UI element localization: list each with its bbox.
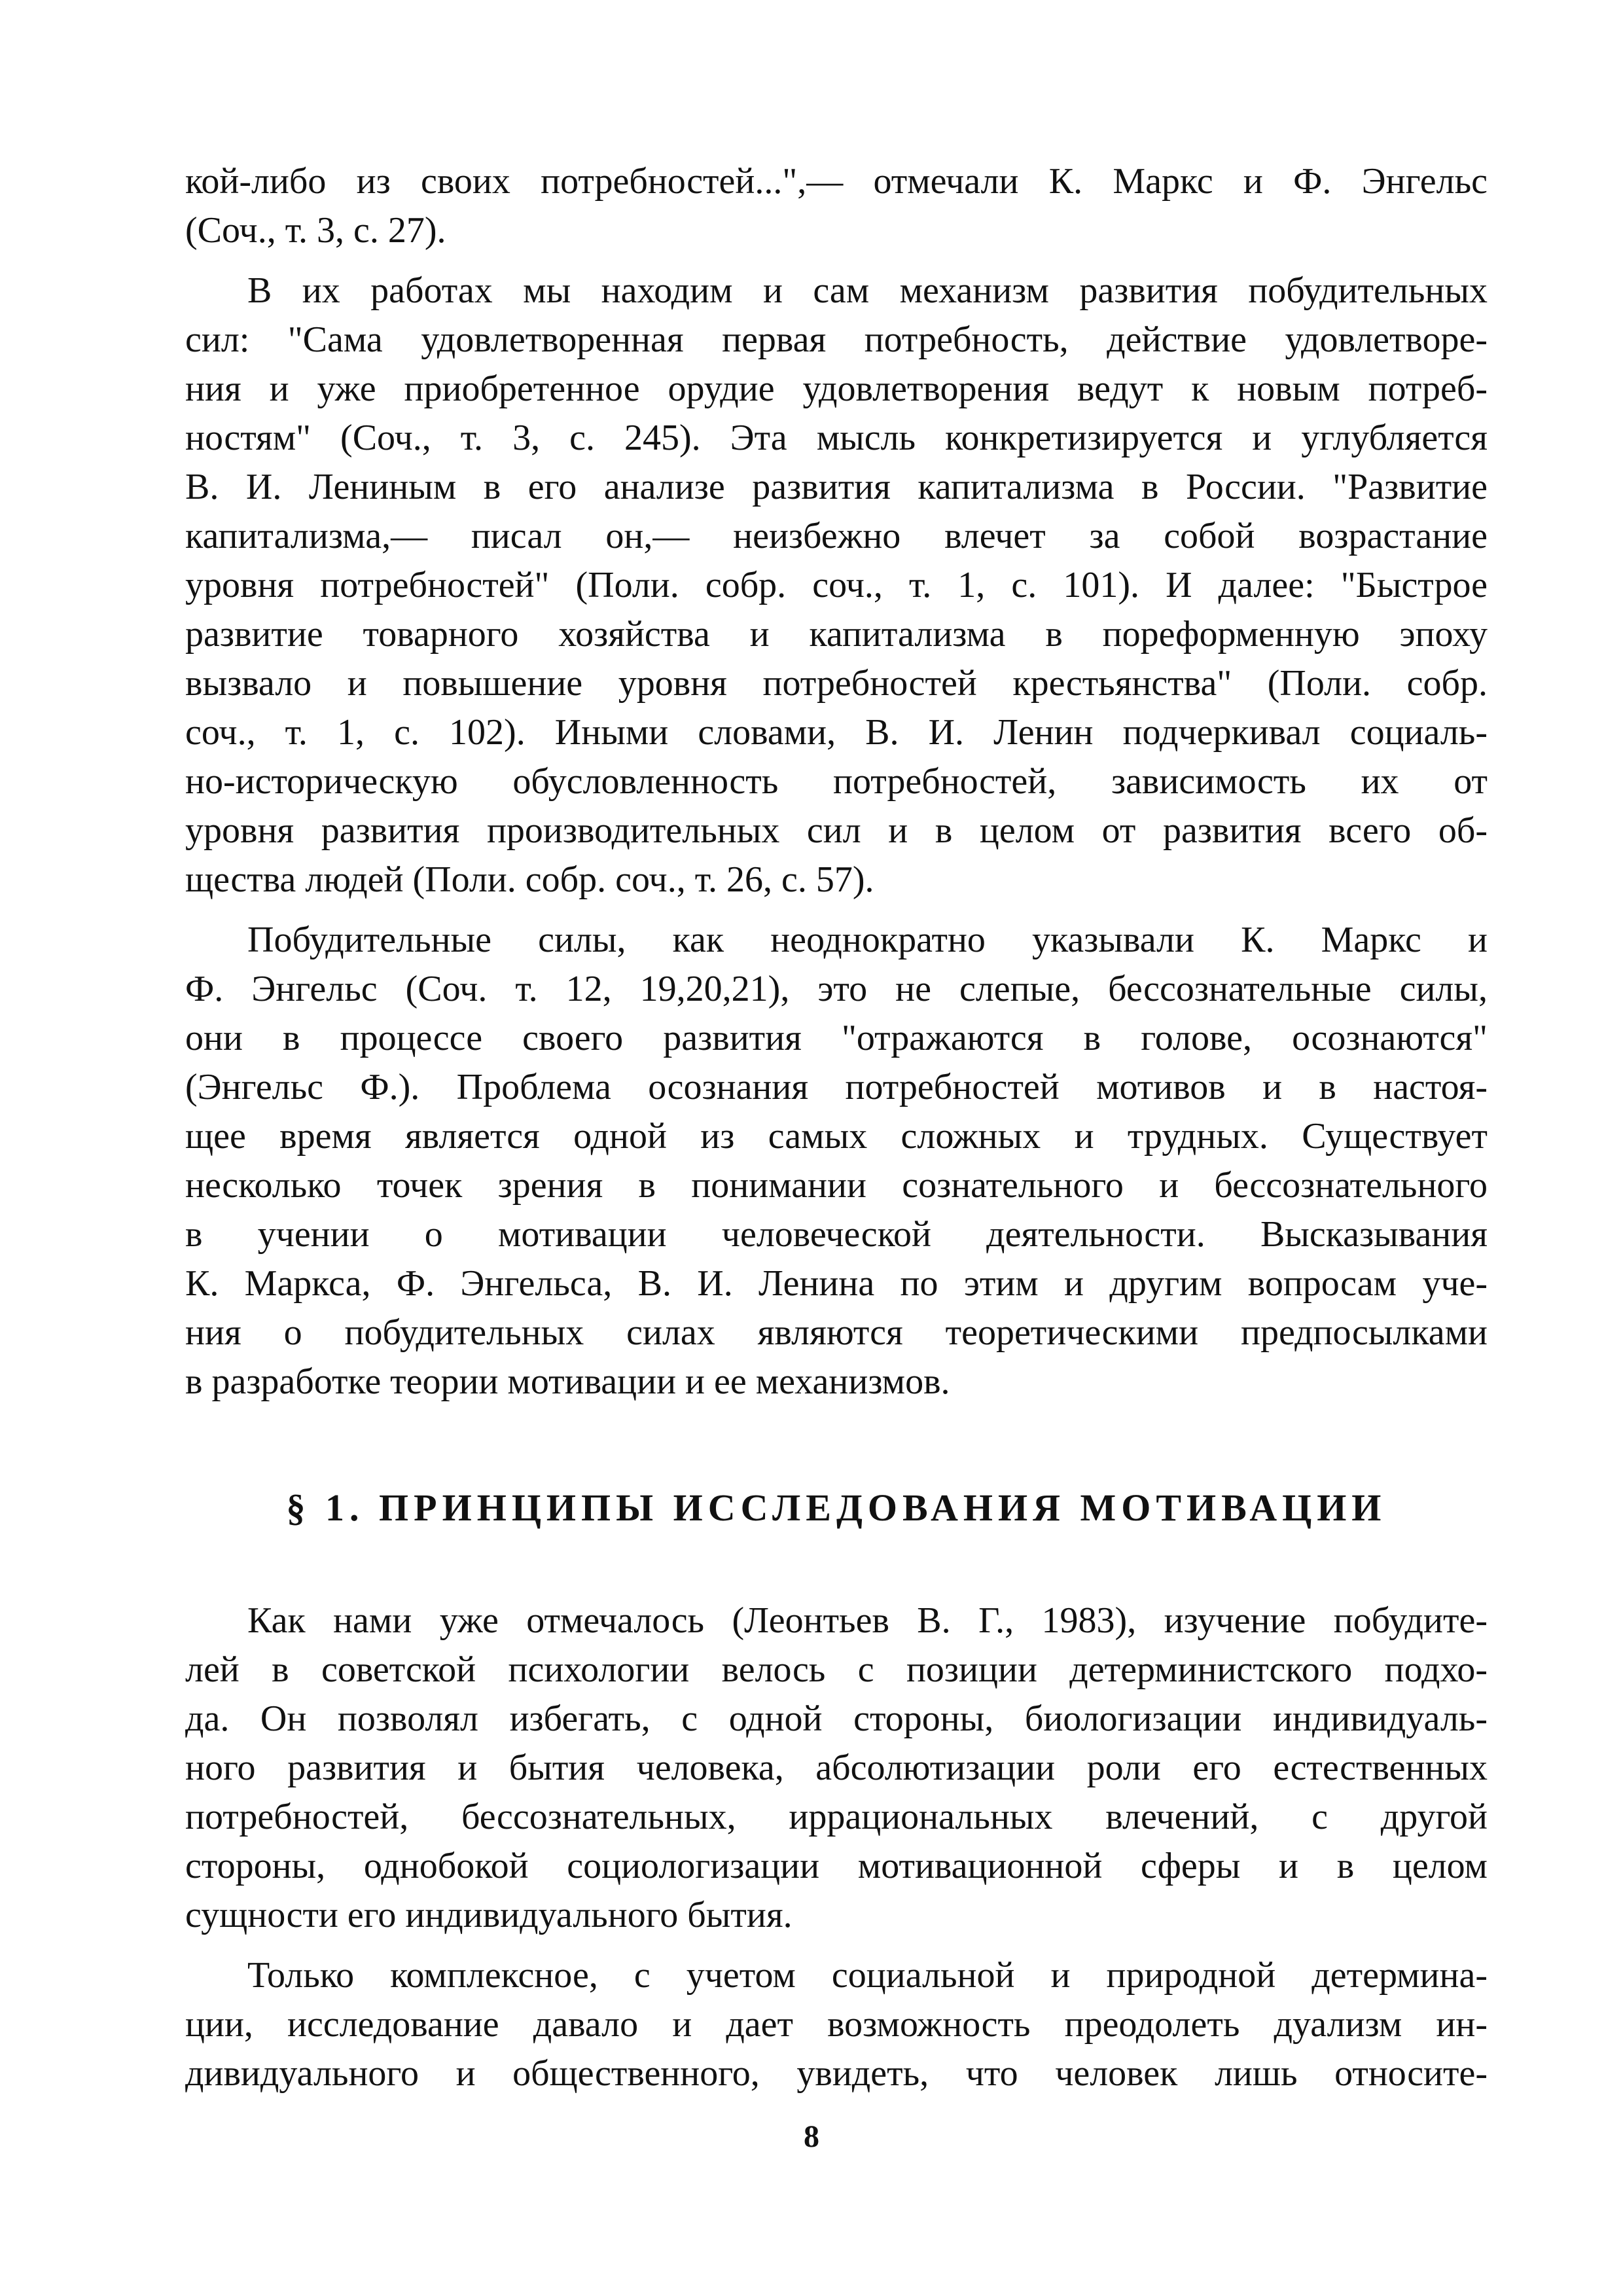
paragraph: [185, 266, 1488, 905]
text-line: ции, исследование давало и дает возможность преодолеть дуализм ин-: [185, 2004, 1488, 2045]
text-line: В. И. Лениным в его анализе развития капитализма в России. "Развитие: [185, 467, 1488, 507]
text-line: щества людей (Поли. собр. соч., т. 26, с. 57).: [185, 859, 874, 900]
page-number: 8: [804, 2119, 819, 2154]
paragraph: [185, 157, 1488, 255]
text-line: вызвало и повышение уровня потребностей крестьянства" (Поли. собр.: [185, 663, 1488, 704]
text-line: в учении о мотивации человеческой деятельности. Высказывания: [185, 1214, 1488, 1255]
text-line: сущности его индивидуального бытия.: [185, 1895, 793, 1935]
paragraph: [185, 916, 1488, 1407]
paragraph: [185, 1951, 1488, 2098]
text-line: Только комплексное, с учетом социальной и природной детермина-: [247, 1955, 1488, 1996]
section-heading: § 1. ПРИНЦИПЫ ИССЛЕДОВАНИЯ МОТИВАЦИИ: [286, 1486, 1387, 1529]
text-line: развитие товарного хозяйства и капитализма в пореформенную эпоху: [185, 614, 1488, 655]
spacer: [185, 1534, 1488, 1596]
text-line: да. Он позволял избегать, с одной стороны, биологизации индивидуаль-: [185, 1698, 1488, 1739]
text-line: К. Маркса, Ф. Энгельса, В. И. Ленина по этим и другим вопросам уче-: [185, 1263, 1488, 1304]
text-line: (Энгельс Ф.). Проблема осознания потребностей мотивов и в настоя-: [185, 1067, 1488, 1107]
spacer: [185, 1407, 1488, 1482]
page-body: [185, 157, 1488, 2098]
text-line: в разработке теории мотивации и ее механизмов.: [185, 1361, 950, 1402]
text-line: ного развития и бытия человека, абсолютизации роли его естественных: [185, 1748, 1488, 1788]
text-line: уровня развития производительных сил и в целом от развития всего об-: [185, 810, 1488, 851]
text-line: ния о побудительных силах являются теоретическими предпосылками: [185, 1312, 1488, 1353]
text-line: Побудительные силы, как неоднократно указывали К. Маркс и: [247, 920, 1488, 960]
text-line: стороны, однобокой социологизации мотивационной сферы и в целом: [185, 1846, 1488, 1886]
text-line: ностям" (Соч., т. 3, с. 245). Эта мысль конкретизируется и углубляется: [185, 418, 1488, 458]
text-line: но-историческую обусловленность потребностей, зависимость их от: [185, 761, 1488, 802]
text-line: (Соч., т. 3, с. 27).: [185, 210, 446, 251]
text-line: дивидуального и общественного, увидеть, что человек лишь относите-: [185, 2053, 1488, 2094]
spacer: [185, 255, 1488, 266]
text-line: они в процессе своего развития "отражаются в голове, осознаются": [185, 1018, 1488, 1058]
text-line: уровня потребностей" (Поли. собр. соч., т. 1, с. 101). И далее: "Быстрое: [185, 565, 1488, 605]
text-line: щее время является одной из самых сложных и трудных. Существует: [185, 1116, 1488, 1157]
text-line: сил: "Сама удовлетворенная первая потребность, действие удовлетворе-: [185, 319, 1488, 360]
text-line: Ф. Энгельс (Соч. т. 12, 19,20,21), это не слепые, бессознательные силы,: [185, 969, 1488, 1009]
paragraph: [185, 1596, 1488, 1940]
text-line: В их работах мы находим и сам механизм развития побудительных: [247, 270, 1488, 311]
text-line: соч., т. 1, с. 102). Иными словами, В. И. Ленин подчеркивал социаль-: [185, 712, 1488, 753]
spacer: [185, 1940, 1488, 1951]
spacer: [185, 905, 1488, 916]
text-line: потребностей, бессознательных, иррациональных влечений, с другой: [185, 1797, 1488, 1837]
text-line: лей в советской психологии велось с позиции детерминистского подхо-: [185, 1649, 1488, 1690]
text-line: кой-либо из своих потребностей...",— отмечали К. Маркс и Ф. Энгельс: [185, 161, 1488, 202]
text-line: ния и уже приобретенное орудие удовлетворения ведут к новым потреб-: [185, 368, 1488, 409]
text-line: несколько точек зрения в понимании сознательного и бессознательного: [185, 1165, 1488, 1206]
text-line: капитализма,— писал он,— неизбежно влечет за собой возрастание: [185, 516, 1488, 556]
text-line: Как нами уже отмечалось (Леонтьев В. Г., 1983), изучение побудите-: [247, 1600, 1488, 1641]
